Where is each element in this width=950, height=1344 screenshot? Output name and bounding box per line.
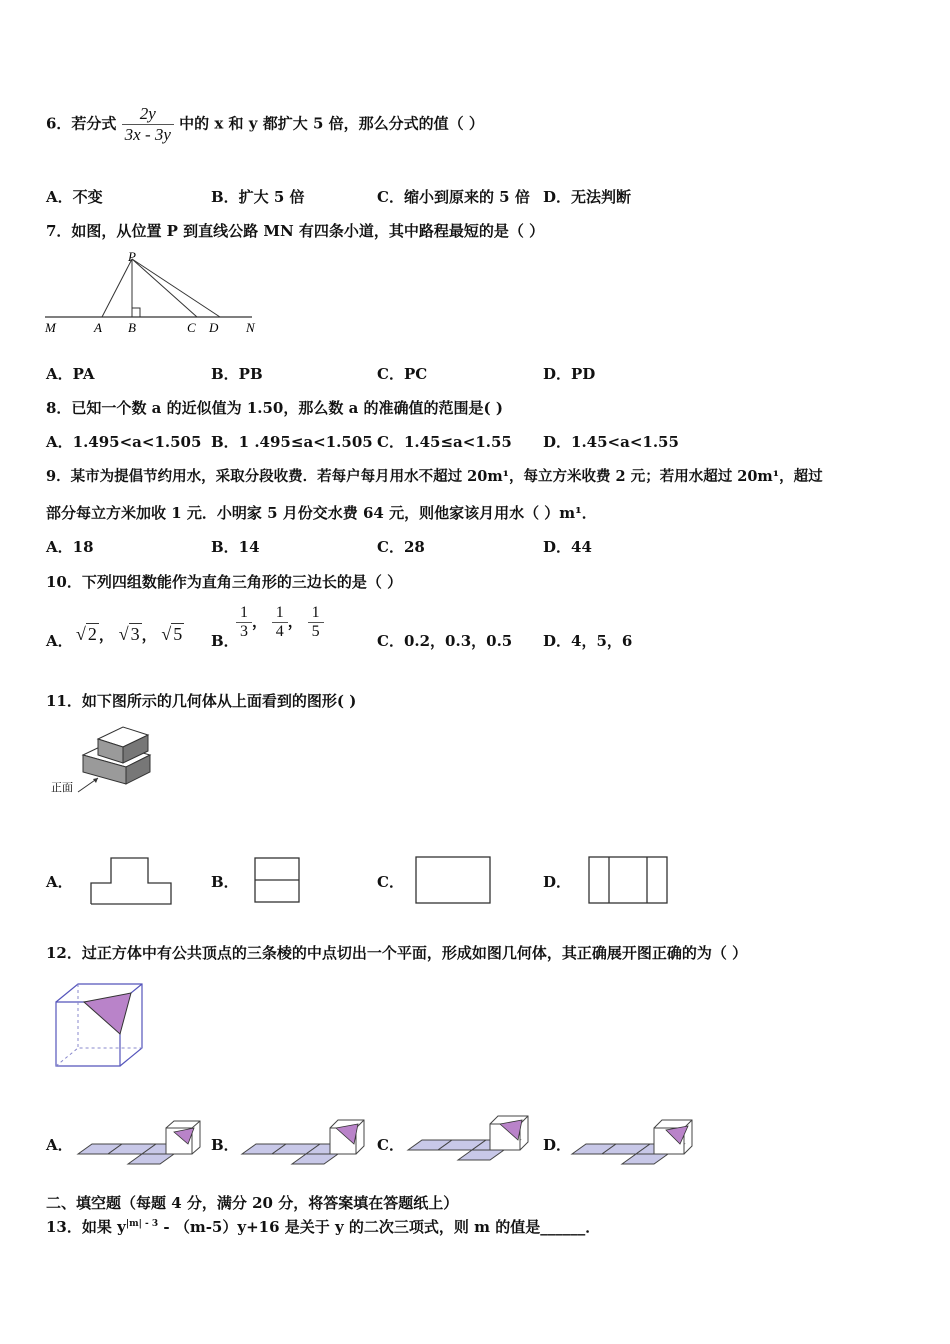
- q11-option-d: D．: [543, 873, 572, 891]
- q6-numerator: 2y: [122, 104, 174, 125]
- question-10: 10．下列四组数能作为直角三角形的三边长的是（ ）: [46, 573, 403, 591]
- sqrt-2: √ 2: [76, 624, 97, 644]
- q8-option-b: B．1 .495≤a<1.505: [211, 433, 373, 451]
- q7-option-d: D．PD: [543, 365, 596, 383]
- q12-option-d-net: [568, 1116, 698, 1172]
- question-9-line2: 部分每立方米加收 1 元．小明家 5 月份交水费 64 元，则他家该月用水（ ）m¹．: [46, 504, 597, 522]
- q13-prefix: 13．如果 y: [46, 1218, 126, 1236]
- q11-option-c-figure: [413, 854, 495, 908]
- label-b: B: [128, 320, 136, 335]
- q12-option-a: A．: [46, 1136, 73, 1154]
- q12-option-d: D．: [543, 1136, 572, 1154]
- label-m: M: [45, 320, 56, 335]
- q9-option-c: C．28: [377, 538, 425, 556]
- q10-option-a: √ 2 ， √ 3 ， √ 5: [76, 624, 183, 644]
- frac-1-4: $\frac{1}{4}$: [272, 604, 288, 641]
- q6-option-b: B．扩大 5 倍: [211, 188, 305, 206]
- q8-option-a: A．1.495<a<1.505: [46, 433, 202, 451]
- question-12: 12．过正方体中有公共顶点的三条棱的中点切出一个平面，形成如图几何体，其正确展开图正确的为（ ）: [46, 944, 748, 962]
- q6-option-a: A．不变: [46, 188, 103, 206]
- label-d: D: [209, 320, 219, 335]
- question-9-line1: 9．某市为提倡节约用水，采取分段收费．若每户每月用水不超过 20m¹，每立方米收费 2 元；若用水超过 20m¹，超过: [46, 468, 823, 485]
- q9-option-b: B．14: [211, 538, 260, 556]
- q9-option-d: D．44: [543, 538, 592, 556]
- q11-option-b: B．: [211, 873, 239, 891]
- q7-figure: [40, 248, 270, 340]
- question-13: [46, 1216, 600, 1237]
- q10-option-b-label: B．: [211, 632, 239, 650]
- q11-solid-figure: [48, 718, 168, 800]
- q7-option-a: A．PA: [46, 365, 95, 383]
- q6-prefix: 6．若分式: [46, 114, 117, 133]
- q6-suffix: 中的 x 和 y 都扩大 5 倍，那么分式的值（ ）: [179, 114, 484, 133]
- q13-suffix: - （m-5）y+16 是关于 y 的二次三项式，则 m 的值是______．: [158, 1218, 601, 1236]
- q6-option-d: D．无法判断: [543, 188, 632, 206]
- section-2-heading: 二、填空题（每题 4 分，满分 20 分，将答案填在答题纸上）: [46, 1194, 459, 1212]
- q12-cube-figure: [50, 978, 160, 1074]
- q11-option-a: A．: [46, 873, 73, 891]
- q12-option-b: B．: [211, 1136, 239, 1154]
- q12-option-c-net: [404, 1112, 534, 1170]
- q10-option-a-label: A．: [46, 632, 73, 650]
- q6-option-c: C．缩小到原来的 5 倍: [377, 188, 530, 206]
- frac-1-3: $\frac{1}{3}$: [236, 604, 252, 641]
- q12-option-b-net: [238, 1114, 368, 1172]
- frac-1-5: $\frac{1}{5}$: [308, 604, 324, 641]
- q13-exponent: |m| - 3: [125, 1219, 159, 1229]
- label-n: N: [246, 320, 255, 335]
- q7-option-b: B．PB: [211, 365, 263, 383]
- q9-option-a: A．18: [46, 538, 94, 556]
- q7-option-c: C．PC: [377, 365, 428, 383]
- q10-option-d: D．4，5，6: [543, 632, 633, 650]
- front-label: 正面: [51, 782, 73, 794]
- q11-option-a-figure: [88, 855, 176, 907]
- q11-option-b-figure: [252, 855, 304, 907]
- q12-option-c: C．: [377, 1136, 404, 1154]
- label-p: P: [128, 249, 136, 264]
- q11-option-c: C．: [377, 873, 404, 891]
- q10-option-b: $\frac{1}{3}$ ， $\frac{1}{4}$ ， $\frac{1}{5}$: [236, 604, 324, 641]
- question-8: 8．已知一个数 a 的近似值为 1.50，那么数 a 的准确值的范围是( ): [46, 399, 503, 417]
- q11-option-d-figure: [586, 854, 672, 908]
- q6-denominator: 3x - 3y: [124, 125, 171, 144]
- label-c: C: [187, 320, 196, 335]
- question-7: 7．如图，从位置 P 到直线公路 MN 有四条小道，其中路程最短的是（ ）: [46, 222, 545, 240]
- sqrt-5: √ 5: [161, 624, 183, 644]
- q12-option-a-net: [74, 1116, 204, 1172]
- q8-option-d: D．1.45<a<1.55: [543, 433, 679, 451]
- q6-fraction: [122, 104, 174, 145]
- question-6: [46, 104, 484, 145]
- q10-option-c: C．0.2，0.3，0.5: [377, 632, 513, 650]
- sqrt-3: √ 3: [118, 624, 140, 644]
- label-a: A: [94, 320, 102, 335]
- q8-option-c: C．1.45≤a<1.55: [377, 433, 512, 451]
- question-11: 11．如下图所示的几何体从上面看到的图形( ): [46, 692, 357, 710]
